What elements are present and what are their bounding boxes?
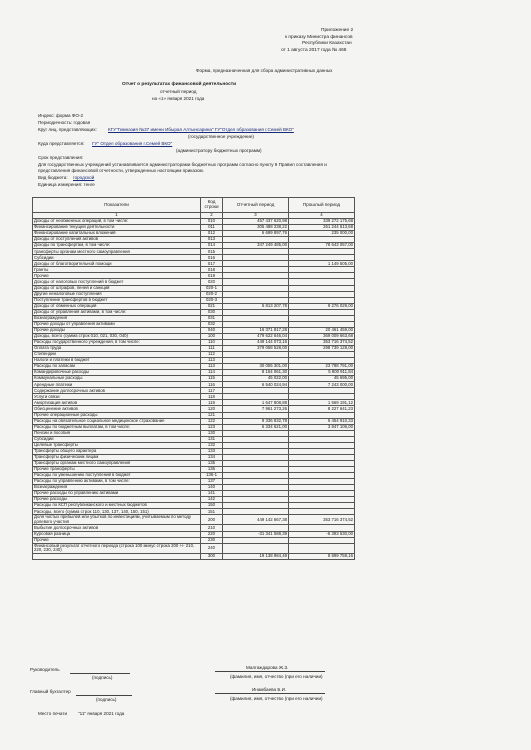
report-period-label: отчетный период xyxy=(160,89,197,94)
row-indicator: Финансовый результат отчетного периода (строка 100 минус строка 200 +/- 210, 220, 230, 240) xyxy=(33,543,201,553)
row-indicator: Трансферты физическим лицам xyxy=(33,454,201,460)
table-header-row xyxy=(33,198,355,213)
row-current-value: 1 647 808,88 xyxy=(223,400,289,406)
row-code: 040 xyxy=(201,327,223,333)
row-current-value: 16 371 817,28 xyxy=(223,327,289,333)
row-indicator: Трансферты органам местного самоуправления xyxy=(33,460,201,466)
col-number-3: 3 xyxy=(223,213,289,219)
row-code: 017 xyxy=(201,261,223,267)
row-indicator: Доходы от обменных операций xyxy=(33,303,201,309)
circle-value: КГУ"Гимназия №37 имени Ибырая Алтынсарина" ГУ"Отдел образования г.Семей ВКО" xyxy=(108,127,294,132)
row-code: 013 xyxy=(201,237,223,243)
row-indicator: Прочие доходы от управления активами xyxy=(33,321,201,327)
row-previous-value: 235 000,00 xyxy=(289,231,355,237)
row-code: 133 xyxy=(201,448,223,454)
row-indicator: Расходы по управлению активами, в том числе: xyxy=(33,479,201,485)
row-indicator: Амортизация активов xyxy=(33,400,201,406)
row-indicator: Расходы государственного учреждения, в том числе: xyxy=(33,339,201,345)
row-current-value: 7 961 273,26 xyxy=(223,406,289,412)
deadline-text-2: представления финансовой отчетности, утвержденных настоящим приказом. xyxy=(38,168,204,173)
row-indicator: Выбытие долгосрочных активов xyxy=(33,525,201,531)
row-code: 030 xyxy=(201,309,223,315)
row-code: 015 xyxy=(201,249,223,255)
row-indicator: Целевые трансферты xyxy=(33,442,201,448)
deadline-label: Срок представления: xyxy=(38,155,84,160)
row-code: 020-3 xyxy=(201,297,223,303)
row-indicator: Финансирование капитальных вложений xyxy=(33,231,201,237)
row-indicator: Прочие операционные расходы xyxy=(33,412,201,418)
row-code: 137 xyxy=(201,479,223,485)
head-sign-line xyxy=(70,673,130,674)
row-indicator: Расходы на обязательное социальное медицинское страхование xyxy=(33,418,201,424)
row-previous-value: 3 847 106,00 xyxy=(289,424,355,430)
circle-label: Круг лиц, представляющих: xyxy=(38,127,97,132)
row-indicator: Командировочные расходы xyxy=(33,370,201,376)
row-code: 134 xyxy=(201,454,223,460)
row-previous-value: 20 461 459,00 xyxy=(289,327,355,333)
order-reference xyxy=(281,28,353,54)
row-code: 112 xyxy=(201,352,223,358)
row-current-value: 347 249 485,00 xyxy=(223,243,289,249)
row-code: 135 xyxy=(201,460,223,466)
header-reporting-period: Отчетный период xyxy=(223,198,289,213)
row-code: 018 xyxy=(201,267,223,273)
row-code: 014 xyxy=(201,243,223,249)
row-code: 012 xyxy=(201,231,223,237)
unit-of-measure: Единица измерения: тенге xyxy=(38,182,95,187)
header-code: Код строки xyxy=(201,198,223,213)
row-current-value: 457 437 620,98 xyxy=(223,219,289,225)
row-indicator: Курсовая разница xyxy=(33,531,201,537)
row-code: 118 xyxy=(201,394,223,400)
head-label: Руководитель xyxy=(30,667,60,672)
table-row xyxy=(33,543,355,553)
row-current-value xyxy=(223,543,289,553)
row-code: 142 xyxy=(201,497,223,503)
row-indicator: Доходы от штрафов, пеней и санкций xyxy=(33,285,201,291)
row-indicator: Расходы по запасам xyxy=(33,364,201,370)
row-code: 140 xyxy=(201,485,223,491)
row-previous-value: 5 800 911,84 xyxy=(289,370,355,376)
row-code: 132 xyxy=(201,442,223,448)
accountant-sign-line xyxy=(76,695,132,696)
row-indicator: Арендные платежи xyxy=(33,382,201,388)
row-indicator: Расходы по бюджетным выплатам, в том числе: xyxy=(33,424,201,430)
row-current-value: 479 622 646,04 xyxy=(223,333,289,339)
row-indicator: Доходы от благотворительной помощи xyxy=(33,261,201,267)
row-code: 020-1 xyxy=(201,285,223,291)
row-indicator: Прочие расходы по управлению активами xyxy=(33,491,201,497)
row-previous-value: 1 569 191,12 xyxy=(289,400,355,406)
row-code: 131 xyxy=(201,436,223,442)
row-indicator: Субсидии xyxy=(33,255,201,261)
accountant-sign-note: (подпись) xyxy=(96,697,117,702)
row-indicator: Прочие трансферты xyxy=(33,466,201,472)
row-code: 021 xyxy=(201,303,223,309)
row-previous-value: 6 454 910,33 xyxy=(289,418,355,424)
row-previous-value: -6 393 530,00 xyxy=(289,531,355,537)
row-previous-value: 8 227 641,23 xyxy=(289,406,355,412)
where-value: ГУ" Отдел образования г.Семей ВКО" xyxy=(92,141,173,146)
row-previous-value: 7 243 000,00 xyxy=(289,382,355,388)
row-code: 113 xyxy=(201,364,223,370)
table-row xyxy=(33,515,355,525)
row-indicator: Трансферты общего характера xyxy=(33,448,201,454)
row-previous-value: 78 643 057,00 xyxy=(289,243,355,249)
head-name-line xyxy=(215,671,325,672)
row-current-value: 30 055 301,00 xyxy=(223,364,289,370)
row-indicator: Доходы от налоговых поступлений в бюджет xyxy=(33,279,201,285)
order-line-2: к приказу Министра финансов xyxy=(285,34,353,40)
row-current-value: 19 138 984,49 xyxy=(223,553,289,559)
budget-value: городской xyxy=(73,175,95,180)
row-previous-value: 353 716 374,52 xyxy=(289,515,355,525)
row-code: 020-2 xyxy=(201,291,223,297)
col-number-1: 1 xyxy=(33,213,201,219)
where-label: Куда представляется: xyxy=(38,141,85,146)
accountant-name-line xyxy=(215,693,325,694)
row-code: 114 xyxy=(201,370,223,376)
circle-note: (государственное учреждение) xyxy=(188,134,254,139)
row-indicator: Доходы от необменных операций, в том числе: xyxy=(33,219,201,225)
row-code: 220 xyxy=(201,531,223,537)
row-code: 016 xyxy=(201,255,223,261)
row-current-value: 449 144 073,16 xyxy=(223,339,289,345)
row-current-value: 6 699 897,76 xyxy=(223,231,289,237)
row-indicator: трансферты органам местного самоуправления xyxy=(33,249,201,255)
row-current-value: 45 022,00 xyxy=(223,376,289,382)
row-indicator: Финансирование текущей деятельности xyxy=(33,225,201,231)
row-indicator: Обесценение активов xyxy=(33,406,201,412)
row-indicator: Налоги и платежи в бюджет xyxy=(33,358,201,364)
row-code: 240 xyxy=(201,543,223,553)
row-code: 136-1 xyxy=(201,472,223,478)
row-code: 010 xyxy=(201,219,223,225)
row-indicator: Расходы, всего (сумма строк 110, 130, 137, 140, 150, 151) xyxy=(33,509,201,515)
row-code: 300 xyxy=(201,553,223,559)
budget-label: Вид бюджета: xyxy=(38,175,68,180)
row-code: 230 xyxy=(201,537,223,543)
row-indicator: Субсидии xyxy=(33,436,201,442)
row-code: 031 xyxy=(201,315,223,321)
row-code: 020 xyxy=(201,279,223,285)
row-indicator: Пенсии и пособия xyxy=(33,430,201,436)
report-date: на «1» января 2021 года xyxy=(152,96,205,101)
row-indicator: Доходы, всего (сумма строк 010, 021, 030, 040) xyxy=(33,333,201,339)
row-code: 123 xyxy=(201,424,223,430)
row-code: 110 xyxy=(201,339,223,345)
row-current-value: 8 164 061,30 xyxy=(223,370,289,376)
row-indicator: Оплата труда xyxy=(33,345,201,351)
row-indicator: Вознаграждения xyxy=(33,315,201,321)
row-indicator: Прочие xyxy=(33,273,201,279)
row-indicator xyxy=(33,553,201,559)
accountant-label: Главный бухгалтер xyxy=(30,689,71,694)
row-previous-value: 8 899 759,16 xyxy=(289,553,355,559)
row-indicator: Доходы от поступления активов xyxy=(33,237,201,243)
row-indicator: Прочие доходы xyxy=(33,327,201,333)
row-current-value: 5 813 207,78 xyxy=(223,303,289,309)
row-code: 130 xyxy=(201,430,223,436)
col-number-2: 2 xyxy=(201,213,223,219)
order-line-4: от 1 августа 2017 года № 468 xyxy=(281,47,347,53)
row-code: 113 xyxy=(201,358,223,364)
order-line-1: Приложение 2 xyxy=(321,28,354,33)
row-indicator: Поступление трансфертов в бюджет xyxy=(33,297,201,303)
head-name-note: (фамилия, имя, отчество (при его наличии) xyxy=(230,674,323,679)
row-indicator: Содержание долгосрочных активов xyxy=(33,388,201,394)
row-previous-value: 339 272 175,68 xyxy=(289,219,355,225)
row-previous-value: 1 149 505,00 xyxy=(289,261,355,267)
row-current-value: 379 058 528,00 xyxy=(223,345,289,351)
row-indicator: Вознаграждения xyxy=(33,485,201,491)
row-code: 111 xyxy=(201,345,223,351)
accountant-name: Инамбаева Б.И. xyxy=(252,687,287,692)
row-previous-value: 353 716 374,52 xyxy=(289,339,355,345)
row-indicator: Расходы по КСП республиканского и местных бюджетов xyxy=(33,503,201,509)
row-code: 200 xyxy=(201,515,223,525)
header-indicators: Показатели xyxy=(33,198,201,213)
order-line-3: Республики Казахстан xyxy=(302,41,352,47)
row-indicator: Доходы по трансфертам, в том числе: xyxy=(33,243,201,249)
col-number-4: 4 xyxy=(289,213,355,219)
row-indicator: Другие неналоговые поступления xyxy=(33,291,201,297)
table-row xyxy=(33,553,355,559)
row-indicator: Коммунальные расходы xyxy=(33,376,201,382)
row-previous-value: 261 244 613,68 xyxy=(289,225,355,231)
form-index: Индекс: форма ФО-2 xyxy=(38,113,84,118)
head-sign-note: (подпись) xyxy=(92,675,113,680)
report-title: Отчет о результатах финансовой деятельности xyxy=(122,82,237,87)
row-previous-value: 23 788 791,00 xyxy=(289,364,355,370)
row-indicator: Доходы от управления активами, в том числе: xyxy=(33,309,201,315)
row-code: 141 xyxy=(201,491,223,497)
row-code: 136 xyxy=(201,466,223,472)
row-indicator: Расходы по уменьшению поступлений в бюджет xyxy=(33,472,201,478)
stamp-date: "11" января 2021 года xyxy=(78,711,125,716)
row-current-value: 6 334 621,00 xyxy=(223,424,289,430)
row-current-value: 9 336 832,78 xyxy=(223,418,289,424)
form-note: Форма, предназначенная для сбора административных данных xyxy=(196,68,333,73)
header-previous-period: Прошлый период xyxy=(289,198,355,213)
row-code: 119 xyxy=(201,400,223,406)
row-code: 011 xyxy=(201,225,223,231)
row-current-value: 6 540 024,94 xyxy=(223,382,289,388)
row-indicator: Стипендии xyxy=(33,352,201,358)
row-previous-value: 45 695,00 xyxy=(289,376,355,382)
financial-results-table xyxy=(32,197,355,560)
row-code: 100 xyxy=(201,333,223,339)
row-code: 116 xyxy=(201,382,223,388)
row-code: 210 xyxy=(201,525,223,531)
row-indicator: Прочие xyxy=(33,537,201,543)
row-code: 019 xyxy=(201,273,223,279)
row-previous-value: 369 009 663,68 xyxy=(289,333,355,339)
row-code: 032 xyxy=(201,321,223,327)
row-indicator: Прочие расходы xyxy=(33,497,201,503)
where-note: (администратору бюджетных программ) xyxy=(176,148,262,153)
row-code: 115 xyxy=(201,376,223,382)
row-indicator: Доля чистых прибылей или убытков по инвестициям, учитываемым по методу долевого участия xyxy=(33,515,201,525)
stamp-place-label: Место печати xyxy=(38,711,68,716)
row-previous-value: 298 739 128,00 xyxy=(289,345,355,351)
row-code: 150 xyxy=(201,503,223,509)
head-name: Малгаждарова Ж.З. xyxy=(246,665,289,670)
row-code: 151 xyxy=(201,509,223,515)
row-previous-value xyxy=(289,543,355,553)
row-current-value: 449 142 667,38 xyxy=(223,515,289,525)
row-indicator: Услуги связи xyxy=(33,394,201,400)
row-previous-value: 9 276 029,00 xyxy=(289,303,355,309)
row-code: 117 xyxy=(201,388,223,394)
row-current-value: -31 341 588,39 xyxy=(223,531,289,537)
accountant-name-note: (фамилия, имя, отчество (при его наличии) xyxy=(230,696,323,701)
row-code: 122 xyxy=(201,418,223,424)
row-indicator: Гранты xyxy=(33,267,201,273)
deadline-text-1: Для государственных учреждений устанавливается администраторами бюджетных программ согласно пункту 9 Правил составления и xyxy=(38,162,327,167)
row-code: 120 xyxy=(201,406,223,412)
row-code: 121 xyxy=(201,412,223,418)
row-current-value: 305 488 238,22 xyxy=(223,225,289,231)
periodicity: Периодичность: годовая xyxy=(38,120,91,125)
